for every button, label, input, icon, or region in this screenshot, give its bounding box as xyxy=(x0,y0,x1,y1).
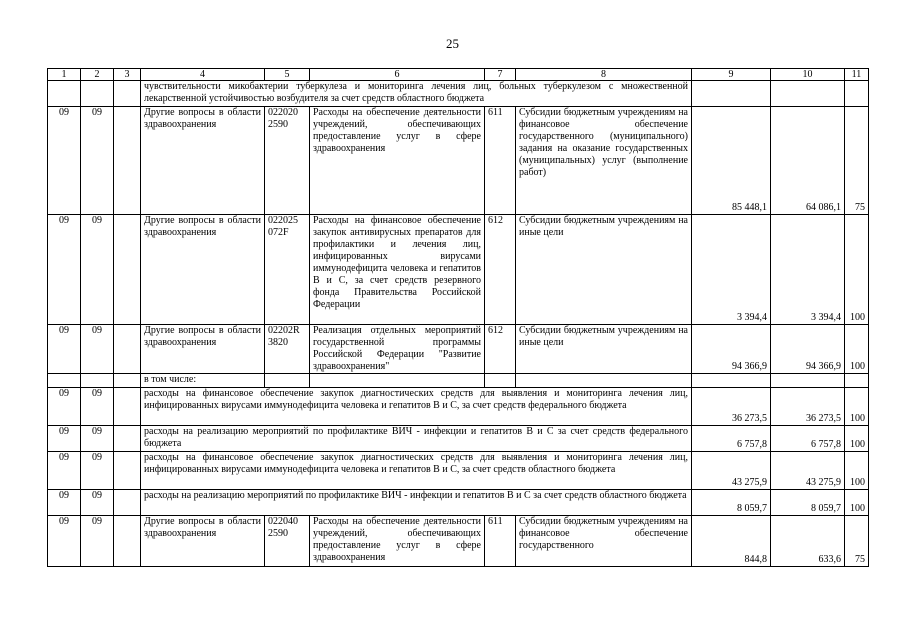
budget-table xyxy=(47,68,869,567)
plan-cell: 8 059,7 xyxy=(692,490,771,516)
plan-cell: 36 273,5 xyxy=(692,388,771,426)
purpose-cell: Расходы на обеспечение деятельности учреждений, обеспечивающих предоставление услуг в сфере здравоохранения xyxy=(310,516,485,567)
table-cell xyxy=(48,81,81,107)
fact-cell: 8 059,7 xyxy=(771,490,845,516)
fact-cell: 43 275,9 xyxy=(771,452,845,490)
table-cell xyxy=(771,374,845,388)
table-cell xyxy=(114,107,141,215)
table-cell xyxy=(81,81,114,107)
column-header: 10 xyxy=(771,69,845,81)
plan-cell: 6 757,8 xyxy=(692,426,771,452)
razdel-cell: 09 xyxy=(48,516,81,567)
column-header: 1 xyxy=(48,69,81,81)
fact-cell: 6 757,8 xyxy=(771,426,845,452)
column-header: 8 xyxy=(516,69,692,81)
table-cell xyxy=(114,426,141,452)
vid-cell: 612 xyxy=(485,325,516,374)
plan-cell: 43 275,9 xyxy=(692,452,771,490)
code-cell: 022040 2590 xyxy=(265,516,310,567)
plan-cell: 844,8 xyxy=(692,516,771,567)
table-cell xyxy=(845,81,869,107)
table-cell xyxy=(114,215,141,325)
table-cell xyxy=(114,81,141,107)
table-cell xyxy=(310,374,485,388)
podrazdel-cell: 09 xyxy=(81,516,114,567)
table-cell xyxy=(81,374,114,388)
page-number: 25 xyxy=(446,36,459,51)
column-header: 9 xyxy=(692,69,771,81)
vid-cell: 611 xyxy=(485,516,516,567)
podrazdel-cell: 09 xyxy=(81,325,114,374)
percent-cell: 100 xyxy=(845,490,869,516)
table-row xyxy=(48,388,869,426)
table-cell xyxy=(114,388,141,426)
code-cell: 022025 072F xyxy=(265,215,310,325)
razdel-cell: 09 xyxy=(48,388,81,426)
column-header: 11 xyxy=(845,69,869,81)
podrazdel-cell: 09 xyxy=(81,452,114,490)
vid-name-cell: Субсидии бюджетным учреждениям на финансовое обеспечение государственного (муниципального) задания на оказание государственных (муниципальных) услуг (выполнение работ) xyxy=(516,107,692,215)
podrazdel-cell: 09 xyxy=(81,107,114,215)
table-row xyxy=(48,325,869,374)
podrazdel-cell: 09 xyxy=(81,426,114,452)
percent-cell: 100 xyxy=(845,452,869,490)
percent-cell: 100 xyxy=(845,325,869,374)
podrazdel-cell: 09 xyxy=(81,215,114,325)
vid-name-cell: Субсидии бюджетным учреждениям на иные цели xyxy=(516,325,692,374)
in-that-number-label: в том числе: xyxy=(141,374,265,388)
table-cell xyxy=(48,374,81,388)
purpose-cell: Реализация отдельных мероприятий государственной программы Российской Федерации "Развитие здравоохранения" xyxy=(310,325,485,374)
fact-cell: 3 394,4 xyxy=(771,215,845,325)
razdel-cell: 09 xyxy=(48,426,81,452)
vid-name-cell: Субсидии бюджетным учреждениям на финансовое обеспечение государственного xyxy=(516,516,692,567)
description-cell: расходы на финансовое обеспечение закупок диагностических средств для выявления и мониторинга лечения лиц, инфицированных вирусами иммунодефицита человека и гепатитов В и С, за счет средств областного бюджета xyxy=(141,452,692,490)
header-row xyxy=(48,69,869,81)
table-row xyxy=(48,107,869,215)
table-row xyxy=(48,374,869,388)
table-row xyxy=(48,452,869,490)
description-cell: расходы на реализацию мероприятий по профилактике ВИЧ - инфекции и гепатитов В и С за счет средств федерального бюджета xyxy=(141,426,692,452)
vid-name-cell: Субсидии бюджетным учреждениям на иные цели xyxy=(516,215,692,325)
table-cell xyxy=(265,374,310,388)
fact-cell: 633,6 xyxy=(771,516,845,567)
percent-cell: 100 xyxy=(845,426,869,452)
fact-cell: 94 366,9 xyxy=(771,325,845,374)
vid-cell: 611 xyxy=(485,107,516,215)
vid-cell: 612 xyxy=(485,215,516,325)
section-cell: Другие вопросы в области здравоохранения xyxy=(141,325,265,374)
percent-cell: 100 xyxy=(845,215,869,325)
table-row xyxy=(48,215,869,325)
column-header: 5 xyxy=(265,69,310,81)
razdel-cell: 09 xyxy=(48,452,81,490)
table-row xyxy=(48,426,869,452)
column-header: 7 xyxy=(485,69,516,81)
percent-cell: 75 xyxy=(845,516,869,567)
plan-cell: 3 394,4 xyxy=(692,215,771,325)
table-cell xyxy=(845,374,869,388)
continuation-text: чувствительности микобактерии туберкулеза и мониторинга лечения лиц, больных туберкулезом с множественной лекарственной устойчивостью возбудителя за счет средств областного бюджета xyxy=(141,81,692,107)
column-header: 2 xyxy=(81,69,114,81)
table-row xyxy=(48,516,869,567)
podrazdel-cell: 09 xyxy=(81,388,114,426)
code-cell: 02202R 3820 xyxy=(265,325,310,374)
table-cell xyxy=(114,490,141,516)
percent-cell: 100 xyxy=(845,388,869,426)
table-cell xyxy=(114,325,141,374)
table-cell xyxy=(485,374,516,388)
code-cell: 022020 2590 xyxy=(265,107,310,215)
section-cell: Другие вопросы в области здравоохранения xyxy=(141,107,265,215)
razdel-cell: 09 xyxy=(48,490,81,516)
table-row xyxy=(48,490,869,516)
razdel-cell: 09 xyxy=(48,107,81,215)
plan-cell: 94 366,9 xyxy=(692,325,771,374)
table-cell xyxy=(692,81,771,107)
table-cell xyxy=(114,516,141,567)
table-cell xyxy=(114,374,141,388)
column-header: 4 xyxy=(141,69,265,81)
plan-cell: 85 448,1 xyxy=(692,107,771,215)
purpose-cell: Расходы на обеспечение деятельности учреждений, обеспечивающих предоставление услуг в сфере здравоохранения xyxy=(310,107,485,215)
table-row xyxy=(48,81,869,107)
podrazdel-cell: 09 xyxy=(81,490,114,516)
table-cell xyxy=(771,81,845,107)
description-cell: расходы на финансовое обеспечение закупок диагностических средств для выявления и мониторинга лечения лиц, инфицированных вирусами иммунодефицита человека и гепатитов В и С, за счет средств федерального бюджета xyxy=(141,388,692,426)
razdel-cell: 09 xyxy=(48,325,81,374)
razdel-cell: 09 xyxy=(48,215,81,325)
table-cell xyxy=(114,452,141,490)
table-cell xyxy=(692,374,771,388)
table-cell xyxy=(516,374,692,388)
fact-cell: 64 086,1 xyxy=(771,107,845,215)
column-header: 6 xyxy=(310,69,485,81)
section-cell: Другие вопросы в области здравоохранения xyxy=(141,516,265,567)
column-header: 3 xyxy=(114,69,141,81)
percent-cell: 75 xyxy=(845,107,869,215)
purpose-cell: Расходы на финансовое обеспечение закупок антивирусных препаратов для профилактики и лечения лиц, инфицированных вирусами иммунодефицита человека и гепатитов В и С, за счет средств резервного фонда Правительства Российской Федерации xyxy=(310,215,485,325)
description-cell: расходы на реализацию мероприятий по профилактике ВИЧ - инфекции и гепатитов В и С за счет средств областного бюджета xyxy=(141,490,692,516)
section-cell: Другие вопросы в области здравоохранения xyxy=(141,215,265,325)
fact-cell: 36 273,5 xyxy=(771,388,845,426)
